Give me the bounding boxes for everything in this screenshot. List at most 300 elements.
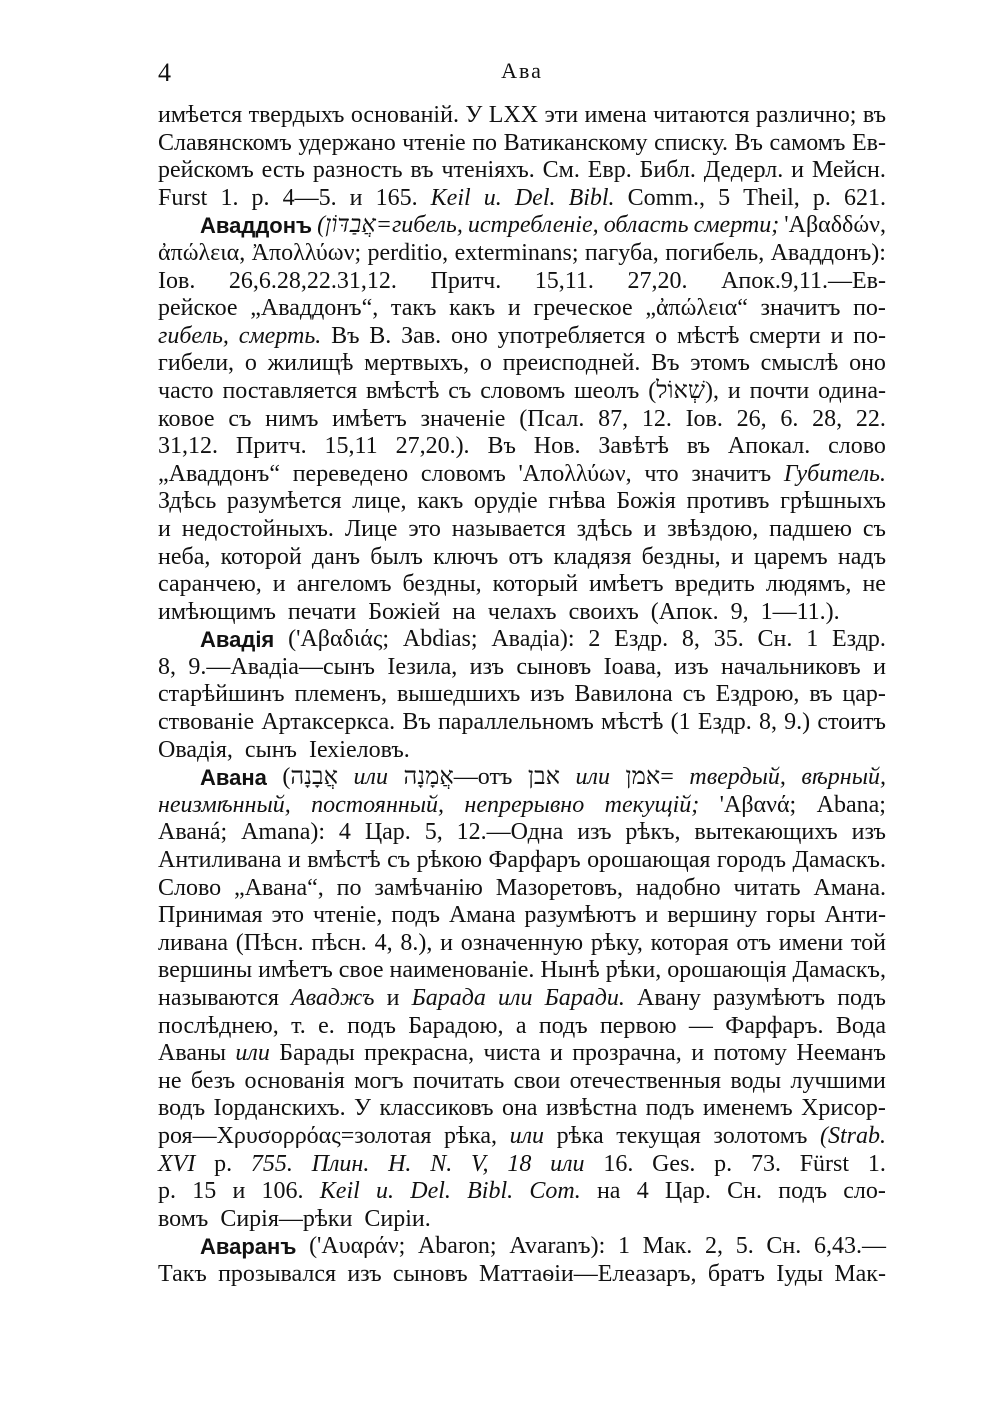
- word: греческое: [533, 295, 633, 322]
- word: 8.),: [400, 929, 433, 956]
- word: съ: [862, 515, 886, 542]
- word: свои: [513, 1067, 561, 1094]
- word: 6,43.—: [813, 1233, 886, 1260]
- word: роя—Χρυσορρόας=золотая: [158, 1122, 432, 1149]
- word: Ев-: [851, 129, 886, 156]
- word: сыновъ: [516, 653, 592, 680]
- text-line: [158, 902, 886, 930]
- word: Въ: [331, 322, 360, 349]
- word: воды: [730, 1067, 782, 1094]
- word: людямъ,: [765, 571, 852, 598]
- word: Ездрою,: [715, 681, 800, 708]
- word: Фарфаръ: [488, 847, 581, 874]
- word: царемъ: [753, 543, 828, 570]
- word: звѣздою,: [667, 515, 759, 542]
- word: 621.: [843, 184, 886, 211]
- word: Фарфаръ.: [725, 1012, 824, 1039]
- word: вершину: [667, 902, 758, 929]
- word: золотомъ: [713, 1122, 808, 1149]
- word: אבן: [527, 764, 560, 791]
- word: Ватиканскому: [503, 129, 648, 156]
- word: אֲמָנָה—отъ: [403, 764, 513, 791]
- text-line: [158, 1206, 886, 1234]
- word: V,: [470, 1150, 489, 1177]
- word: списку.: [654, 129, 729, 156]
- word: 31,12.: [158, 433, 218, 460]
- word: и: [873, 653, 886, 680]
- word: Анти-: [824, 902, 886, 929]
- word: рѣка,: [444, 1122, 497, 1149]
- word: отечественныя: [569, 1067, 722, 1094]
- word: бездны,: [402, 571, 482, 598]
- word: p.: [214, 1150, 233, 1177]
- word: словомъ: [480, 377, 566, 404]
- word: сынъ: [244, 736, 297, 763]
- word: имѣетъ: [258, 957, 333, 984]
- word: и: [158, 515, 171, 542]
- word: ключъ: [433, 543, 499, 570]
- word: Keil: [319, 1178, 360, 1205]
- word: 9.—Авадіа—сынъ: [188, 653, 375, 680]
- word: или: [550, 1150, 585, 1177]
- word: (שְׁאוֹל),: [648, 377, 719, 404]
- word: и: [349, 184, 363, 211]
- word: или: [575, 764, 610, 791]
- word: надобно: [635, 874, 721, 901]
- text-line: [158, 1151, 886, 1179]
- word: неба,: [158, 543, 211, 570]
- word: (Пѣсн.: [235, 929, 304, 956]
- word: 12.: [641, 405, 672, 432]
- word: Fürst: [799, 1150, 850, 1177]
- word: Сирія—рѣки: [220, 1205, 353, 1232]
- word: Іуды: [776, 1260, 824, 1287]
- word: 8,: [758, 709, 777, 736]
- word: имѣетъ: [588, 571, 664, 598]
- entry-headword: Авадія: [200, 627, 275, 653]
- word: имена: [584, 102, 647, 128]
- word: въ: [862, 102, 886, 128]
- word: p.: [158, 1178, 176, 1205]
- word: вмѣстѣ: [366, 377, 440, 404]
- word: съ: [682, 681, 706, 708]
- word: извѣстна: [545, 1095, 638, 1122]
- word: означенную: [460, 929, 584, 956]
- word: рѣки,: [605, 957, 662, 984]
- word: кладязя: [553, 543, 632, 570]
- word: 2,: [705, 1233, 723, 1260]
- word: Притч.: [235, 433, 307, 460]
- word: смерти: [749, 322, 821, 349]
- word: на: [452, 598, 476, 625]
- word: и: [507, 295, 521, 322]
- word: съ: [228, 405, 252, 432]
- word: ангеломъ: [296, 571, 392, 598]
- word: „Авана“,: [234, 874, 324, 901]
- word: Баради.: [544, 985, 625, 1011]
- book-page: [158, 52, 886, 1289]
- word: Ездр.: [697, 709, 752, 736]
- word: т.: [291, 1012, 306, 1039]
- word: Abana;: [816, 791, 886, 818]
- word: Лице: [344, 515, 398, 542]
- word: смыслѣ: [760, 350, 839, 377]
- word: горы: [766, 902, 816, 929]
- word: 87,: [598, 405, 629, 432]
- text-line: [158, 1123, 886, 1151]
- word: Іорданскихъ.: [213, 1095, 346, 1122]
- word: Въ: [734, 129, 763, 156]
- word: разумѣется: [226, 488, 342, 515]
- word: Авану: [637, 985, 701, 1011]
- word: въ: [809, 681, 833, 708]
- word: потому: [713, 1040, 787, 1067]
- word: есть: [261, 157, 305, 184]
- word: Com.: [529, 1178, 581, 1205]
- word: гибель,: [158, 322, 229, 349]
- word: Ἀπολλύων;: [251, 239, 362, 266]
- word: Авадіа):: [491, 626, 575, 653]
- word: орошающая: [587, 847, 711, 874]
- word: поставляется: [222, 377, 358, 404]
- word: преисподней.: [502, 350, 641, 377]
- word: Библ.: [639, 157, 696, 184]
- word: имѣетъ: [332, 405, 407, 432]
- word: 4: [636, 1178, 649, 1205]
- word: 2: [588, 626, 601, 653]
- word: сло-: [843, 1178, 886, 1205]
- text-line: [158, 957, 886, 985]
- word: Іехіеловъ.: [308, 736, 410, 763]
- word: по: [336, 874, 362, 901]
- word: значитъ: [691, 460, 772, 487]
- word: אמן=: [625, 764, 674, 791]
- word: 12.—Одна: [456, 819, 564, 846]
- text-line: [158, 1040, 886, 1068]
- word: неизмѣнный,: [158, 791, 291, 818]
- text-line: [158, 681, 886, 709]
- word: чтеніе: [402, 129, 466, 156]
- word: мертвыхъ,: [364, 350, 470, 377]
- word: основаній.: [350, 102, 459, 128]
- text-line: [158, 1095, 886, 1123]
- word: ковое: [158, 405, 215, 432]
- word: непрерывно: [464, 791, 585, 818]
- word: нимъ: [265, 405, 319, 432]
- word: Барады: [279, 1040, 355, 1067]
- text-line: [158, 654, 886, 682]
- word: и: [830, 322, 844, 349]
- word: Ездр.: [614, 626, 669, 653]
- word: В.: [369, 322, 392, 349]
- text-line: [158, 461, 886, 489]
- word: въ: [410, 157, 434, 184]
- word: Мак-: [834, 1260, 886, 1287]
- word: называется: [451, 515, 566, 542]
- word: и: [727, 377, 741, 404]
- word: съ: [387, 847, 411, 874]
- entry-headword: Аваранъ: [200, 1234, 297, 1260]
- word: 1—11.).: [760, 598, 840, 625]
- word: противъ: [686, 488, 770, 515]
- word: шеолъ: [574, 377, 640, 404]
- word: 1: [806, 626, 819, 653]
- word: 9.): [784, 709, 811, 736]
- word: орошающія: [667, 957, 787, 984]
- word: изъ: [577, 819, 612, 846]
- word: имѣющимъ: [158, 598, 276, 625]
- word: Сн.: [766, 1233, 802, 1260]
- word: рейское: [158, 295, 238, 322]
- word: Bibl.: [467, 1178, 514, 1205]
- word: подъ: [837, 985, 886, 1011]
- word: Нов.: [533, 433, 581, 460]
- text-line: [158, 406, 886, 434]
- word: 5: [718, 184, 731, 211]
- word: Притч.: [430, 267, 502, 294]
- text-line: [158, 102, 886, 130]
- word: пагуба,: [584, 239, 659, 266]
- word: здѣсь: [576, 515, 633, 542]
- word: свое: [338, 957, 384, 984]
- word: изъ: [347, 1260, 382, 1287]
- word: рѣкою: [416, 847, 482, 874]
- word: (Strab.: [819, 1122, 886, 1149]
- word: Іов.: [685, 405, 723, 432]
- word: это: [271, 902, 304, 929]
- word: Антиливана: [158, 847, 282, 874]
- word: одина-: [818, 377, 886, 404]
- word: эти: [544, 102, 579, 128]
- word: какъ: [449, 295, 496, 322]
- word: подъ: [538, 1012, 588, 1039]
- word: по-: [853, 322, 886, 349]
- word: о: [244, 350, 257, 377]
- text-line: [158, 1013, 886, 1041]
- word: и: [645, 902, 659, 929]
- word: Божіей: [368, 598, 441, 625]
- word: 4,: [374, 929, 393, 956]
- word: постоянный,: [311, 791, 445, 818]
- word: которой: [220, 543, 302, 570]
- word: подъ: [347, 1012, 396, 1039]
- word: старѣйшинъ: [158, 681, 285, 708]
- word: и: [232, 1178, 246, 1205]
- word: Славянскомъ: [158, 129, 292, 156]
- word: стоитъ: [817, 709, 886, 736]
- word: Дамаскъ.: [792, 847, 886, 874]
- word: (Псал.: [519, 405, 585, 432]
- word: отъ: [736, 929, 771, 956]
- word: Аваны: [158, 1040, 226, 1067]
- word: который: [492, 571, 578, 598]
- word: LXX: [488, 102, 539, 128]
- word: а: [515, 1012, 527, 1039]
- word: вершины: [158, 957, 253, 984]
- word: почитать: [412, 1067, 505, 1094]
- word: былъ: [370, 543, 423, 570]
- word: погибель,: [665, 239, 765, 266]
- word: по: [472, 129, 498, 156]
- word: вытекающихъ: [694, 819, 838, 846]
- word: и: [643, 515, 657, 542]
- text-line: [158, 571, 886, 599]
- word: u.: [483, 184, 502, 211]
- word: Del.: [410, 1178, 451, 1205]
- word: рѣку,: [590, 929, 643, 956]
- word: различно;: [755, 102, 857, 128]
- word: и: [549, 1040, 563, 1067]
- word: послѣднею,: [158, 1012, 279, 1039]
- word: Цар.: [664, 1178, 711, 1205]
- word: рѣкъ,: [625, 819, 681, 846]
- word: или: [235, 1040, 270, 1067]
- word: „Аваддонъ“: [158, 460, 280, 487]
- word: отъ: [508, 543, 544, 570]
- word: чиста: [483, 1040, 541, 1067]
- word: 8,: [158, 653, 176, 680]
- word: Comm.,: [627, 184, 705, 211]
- text-line: [158, 268, 886, 296]
- word: Овадія,: [158, 736, 233, 763]
- word: 73.: [750, 1150, 781, 1177]
- word: 1: [617, 1233, 630, 1260]
- word: 15: [192, 1178, 217, 1205]
- word: разность: [312, 157, 403, 184]
- word: сыновъ: [392, 1260, 468, 1287]
- word: (1: [670, 709, 691, 736]
- running-head: Ава: [501, 58, 543, 83]
- word: Аваддонъ):: [770, 239, 886, 266]
- word: Нееманъ: [796, 1040, 886, 1067]
- word: Слово: [158, 874, 222, 901]
- word: 28,: [812, 405, 843, 432]
- word: Дедерл.: [703, 157, 784, 184]
- word: изъ: [851, 819, 886, 846]
- word: не: [158, 1067, 182, 1094]
- word: значеніе: [420, 405, 506, 432]
- word: и: [730, 543, 744, 570]
- word: Avaranъ):: [509, 1233, 606, 1260]
- text-line: [158, 295, 886, 323]
- word: или: [498, 985, 533, 1011]
- word: подъ: [391, 902, 441, 929]
- word: и: [287, 847, 301, 874]
- word: съ: [448, 377, 472, 404]
- entry-headword: Авана: [200, 765, 267, 791]
- word: и: [440, 929, 453, 956]
- word: Такъ: [158, 1260, 207, 1287]
- word: 16.: [603, 1150, 634, 1177]
- text-line: [158, 544, 886, 572]
- word: u.: [376, 1178, 395, 1205]
- word: могъ: [354, 1067, 404, 1094]
- word: гнѣва: [548, 488, 606, 515]
- word: Сиріи.: [364, 1205, 431, 1232]
- word: читаются: [653, 102, 750, 128]
- word: рейскомъ: [158, 157, 254, 184]
- word: Abdias;: [402, 626, 478, 653]
- word: Ездр.: [832, 626, 886, 653]
- word: 27,20.).: [395, 433, 470, 460]
- text-line: [158, 737, 886, 765]
- text-line: [158, 212, 886, 240]
- word: цар-: [842, 681, 886, 708]
- text-line: [158, 240, 886, 268]
- word: вѣрный,: [801, 764, 886, 791]
- word: —: [688, 1012, 713, 1039]
- word: N.: [430, 1150, 453, 1177]
- word: Плин.: [311, 1150, 370, 1177]
- word: е.: [318, 1012, 335, 1039]
- word: чтеніяхъ.: [441, 157, 535, 184]
- word: 5.: [735, 1233, 754, 1260]
- text-line: [158, 1068, 886, 1096]
- page-header: [158, 52, 886, 92]
- word: мѣстѣ: [676, 322, 740, 349]
- word: Bibl.: [568, 184, 615, 211]
- word: подъ: [778, 1178, 828, 1205]
- word: „ἀπώλεια“: [645, 295, 748, 322]
- text-line: [158, 709, 886, 737]
- word: 18: [507, 1150, 532, 1177]
- word: саранчею,: [158, 571, 262, 598]
- word: по-: [853, 295, 886, 322]
- word: какъ: [417, 488, 464, 515]
- word: У: [354, 1095, 372, 1122]
- word: вышедшихъ: [396, 681, 521, 708]
- word: (אֲבַדּוֹן=гибель,: [317, 212, 463, 239]
- word: гибели,: [158, 350, 235, 377]
- text-line: [158, 847, 886, 875]
- text-line: [158, 764, 886, 792]
- word: что: [644, 460, 679, 487]
- word: чтеніе,: [312, 902, 383, 929]
- text-line: [158, 433, 886, 461]
- word: лучшими: [790, 1067, 886, 1094]
- word: не: [862, 571, 886, 598]
- word: бездны,: [641, 543, 721, 570]
- word: смерть.: [238, 322, 322, 349]
- word: Аваджъ: [290, 985, 375, 1011]
- word: оно: [849, 350, 886, 377]
- word: Ges.: [652, 1150, 696, 1177]
- word: 'Απολλύων,: [518, 460, 632, 487]
- word: братъ: [707, 1260, 765, 1287]
- word: 6.: [780, 405, 799, 432]
- text-line: [158, 185, 886, 213]
- word: значитъ: [760, 295, 841, 322]
- word: почти: [749, 377, 810, 404]
- text-line: [158, 930, 886, 958]
- word: изъ: [469, 653, 504, 680]
- text-line: [158, 516, 886, 544]
- word: прозрачна,: [572, 1040, 682, 1067]
- word: Del.: [514, 184, 556, 211]
- word: Аванá;: [158, 819, 228, 846]
- word: Мак.: [642, 1233, 693, 1260]
- word: начальниковъ: [721, 653, 861, 680]
- text-line: [158, 323, 886, 351]
- word: 755.: [250, 1150, 293, 1177]
- word: пѣсн.: [311, 929, 367, 956]
- word: печати: [287, 598, 357, 625]
- word: 'Αβαδδών,: [784, 212, 886, 239]
- word: 27,20.: [627, 267, 688, 294]
- word: Сн.: [727, 1178, 762, 1205]
- word: p.: [714, 1150, 733, 1177]
- word: племенъ,: [294, 681, 388, 708]
